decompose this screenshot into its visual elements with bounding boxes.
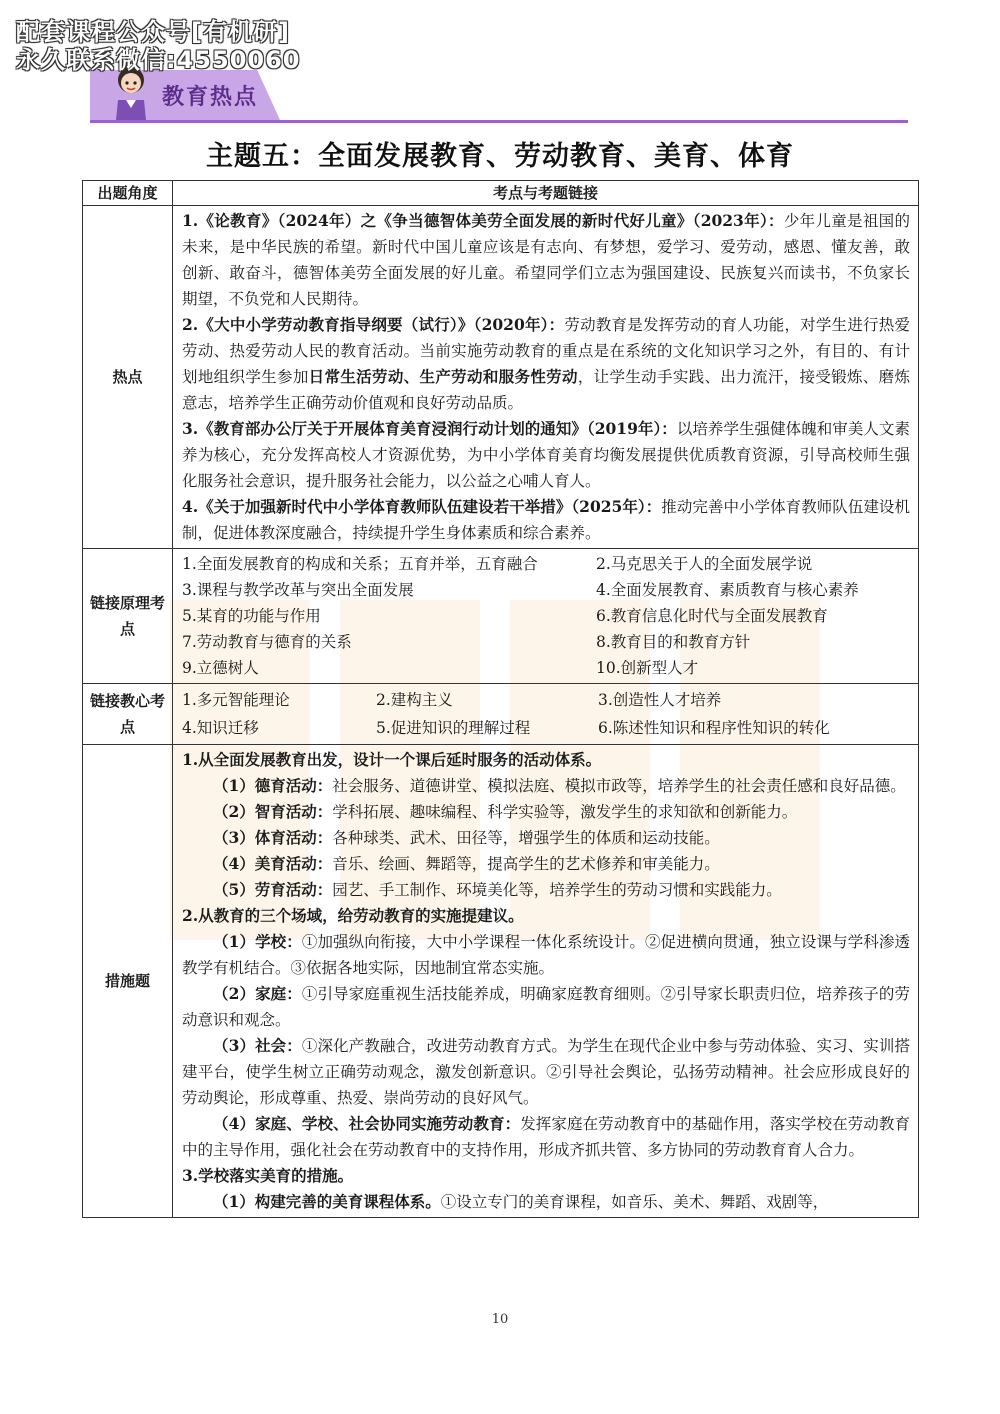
hot-p2-body-b: ，让学生动手实践、出力流汗，接受锻炼、磨炼意志，培养学生正确劳动价值观和良好劳动品质。 (182, 368, 910, 412)
table-row-measures (83, 745, 919, 1218)
psych-content (173, 684, 919, 745)
measure-item (182, 929, 910, 981)
page-number: 10 (491, 1312, 509, 1327)
measure-item (182, 851, 910, 877)
measures-content (173, 745, 919, 1218)
table-row-principles (83, 549, 919, 684)
measure-item-body: 社会服务、道德讲堂、模拟法庭、模拟市政等，培养学生的社会责任感和良好品德。 (332, 777, 906, 795)
hot-p2-title: 2.《大中小学劳动教育指导纲要（试行）》（2020年）： (182, 315, 565, 334)
hot-p3-title: 3.《教育部办公厅关于开展体育美育浸润行动计划的通知》（2019年）： (182, 419, 677, 438)
table-header-row (83, 181, 919, 206)
measure-item-body: 园艺、手工制作、环境美化等，培养学生的劳动习惯和实践能力。 (332, 881, 782, 899)
measure-item-head: （1）德育活动： (213, 776, 333, 795)
measures-section-1-title: 1.从全面发展教育出发，设计一个课后延时服务的活动体系。 (182, 750, 602, 769)
psych-item: 4.知识迁移 (182, 719, 259, 737)
page-title: 主题五：全面发展教育、劳动教育、美育、体育 (206, 141, 794, 172)
measure-item (182, 1033, 910, 1111)
principle-item: 6.教育信息化时代与全面发展教育 (596, 607, 828, 625)
table-row-psych (83, 684, 919, 745)
row-label-measures: 措施题 (83, 745, 173, 1218)
column-header-points: 考点与考题链接 (173, 181, 919, 206)
measure-item (182, 877, 910, 903)
psych-item: 6.陈述性知识和程序性知识的转化 (598, 719, 830, 737)
measures-section-2-title: 2.从教育的三个场域，给劳动教育的实施提建议。 (182, 906, 524, 925)
banner-underline (90, 120, 908, 123)
column-header-angle: 出题角度 (83, 181, 173, 206)
hot-p1-body: 少年儿童是祖国的未来，是中华民族的希望。新时代中国儿童应该是有志向、有梦想，爱学习、爱劳动，感恩、懂友善，敢创新、敢奋斗，德智体美劳全面发展的好儿童。希望同学们立志为强国建设、民族复兴而读书，不负家长期望，不负党和人民期待。 (182, 212, 910, 308)
row-label-principles: 链接原理考点 (83, 549, 173, 684)
principle-item: 7.劳动教育与德育的关系 (182, 633, 352, 651)
principle-item: 1.全面发展教育的构成和关系；五育并举，五育融合 (182, 555, 538, 573)
hot-paragraph-2 (182, 312, 910, 416)
psych-item: 3.创造性人才培养 (598, 691, 722, 709)
measure-item-head: （2）家庭： (213, 984, 302, 1003)
measure-item-head: （4）美育活动： (213, 854, 333, 873)
watermark-line-2: 永久联系微信:4550060 (16, 46, 301, 74)
table-row-hot (83, 206, 919, 549)
principle-item: 4.全面发展教育、素质教育与核心素养 (596, 581, 859, 599)
measure-item-body: ①加强纵向衔接，大中小学课程一体化系统设计。②促进横向贯通，独立设课与学科渗透教学有机结合。③依据各地实际，因地制宜常态实施。 (182, 933, 910, 977)
banner-label: 教育热点 (162, 85, 259, 110)
hot-p2-bold: 日常生活劳动、生产劳动和服务性劳动 (308, 367, 578, 386)
psych-item: 5.促进知识的理解过程 (376, 719, 531, 737)
hot-p3-body: 以培养学生强健体魄和审美人文素养为核心，充分发挥高校人才资源优势，为中小学体育美育均衡发展提供优质教育资源，引导高校师生强化服务社会意识，提升服务社会能力，以公益之心哺人育人。 (182, 420, 910, 490)
principle-item: 8.教育目的和教育方针 (596, 633, 751, 651)
principle-item: 10.创新型人才 (596, 659, 699, 677)
principle-item: 9.立德树人 (182, 659, 259, 677)
measure-item (182, 1111, 910, 1163)
hot-p2-body-a: 劳动教育是发挥劳动的育人功能，对学生进行热爱劳动、热爱劳动人民的教育活动。当前实施劳动教育的重点是在系统的文化知识学习之外，有目的、有计划地组织学生参加 (182, 316, 910, 386)
measure-item-body: 各种球类、武术、田径等，增强学生的体质和运动技能。 (332, 829, 720, 847)
measure-item (182, 981, 910, 1033)
measure-item (182, 773, 910, 799)
hot-p4-body: 推动完善中小学体育教师队伍建设机制，促进体教深度融合，持续提升学生身体素质和综合素养。 (182, 498, 910, 542)
hot-p4-title: 4.《关于加强新时代中小学体育教师队伍建设若干举措》（2025年）： (182, 497, 662, 516)
principle-item: 5.某育的功能与作用 (182, 607, 321, 625)
measure-item-head: （2）智育活动： (213, 802, 333, 821)
measure-item-head: （1）构建完善的美育课程体系。 (213, 1192, 441, 1211)
measure-item-body: 学科拓展、趣味编程、科学实验等，激发学生的求知欲和创新能力。 (332, 803, 798, 821)
hot-paragraph-1 (182, 208, 910, 312)
measure-item (182, 1189, 910, 1215)
principle-item: 3.课程与教学改革与突出全面发展 (182, 581, 414, 599)
measure-item (182, 825, 910, 851)
psych-item: 2.建构主义 (376, 691, 453, 709)
measure-item-body: ①深化产教融合，改进劳动教育方式。为学生在现代企业中参与劳动体验、实习、实训搭建平台，使学生树立正确劳动观念，激发创新意识。②引导社会舆论，弘扬劳动精神。社会应形成良好的劳动舆论，形成尊重、热爱、崇尚劳动的良好风气。 (182, 1037, 910, 1107)
measure-item (182, 799, 910, 825)
topic-table (82, 180, 919, 1218)
hot-p1-title: 1.《论教育》（2024年）之《争当德智体美劳全面发展的新时代好儿童》（2023年）： (182, 211, 784, 230)
measure-item-head: （1）学校： (213, 932, 302, 951)
measure-item-head: （4）家庭、学校、社会协同实施劳动教育： (213, 1114, 521, 1133)
row-label-hot: 热点 (83, 206, 173, 549)
measure-item-body: 音乐、绘画、舞蹈等，提高学生的艺术修养和审美能力。 (332, 855, 720, 873)
measure-item-head: （3）社会： (213, 1036, 302, 1055)
psych-item: 1.多元智能理论 (182, 691, 290, 709)
measures-section-3-title: 3.学校落实美育的措施。 (182, 1166, 354, 1185)
measure-item-body: 发挥家庭在劳动教育中的基础作用，落实学校在劳动教育中的主导作用，强化社会在劳动教育中的支持作用，形成齐抓共管、多方协同的劳动教育育人合力。 (182, 1115, 910, 1159)
contact-watermark (16, 18, 301, 74)
measure-item-head: （3）体育活动： (213, 828, 333, 847)
hot-content (173, 206, 919, 549)
watermark-line-1: 配套课程公众号[有机研] (16, 18, 290, 46)
hot-paragraph-4 (182, 494, 910, 546)
row-label-psych: 链接教心考点 (83, 684, 173, 745)
hot-paragraph-3 (182, 416, 910, 494)
principle-item: 2.马克思关于人的全面发展学说 (596, 555, 813, 573)
measure-item-body: ①设立专门的美育课程，如音乐、美术、舞蹈、戏剧等， (440, 1193, 829, 1211)
principles-content (173, 549, 919, 684)
measure-item-head: （5）劳育活动： (213, 880, 333, 899)
measure-item-body: ①引导家庭重视生活技能养成，明确家庭教育细则。②引导家长职责归位，培养孩子的劳动意识和观念。 (182, 985, 910, 1029)
